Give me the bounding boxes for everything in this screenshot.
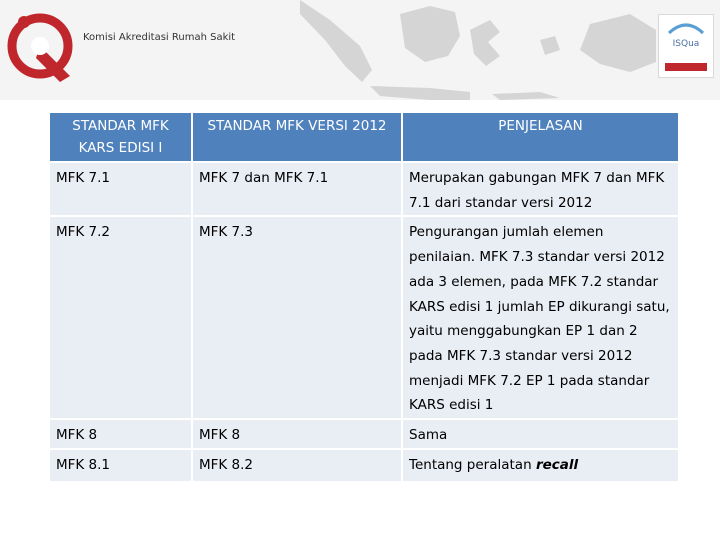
penjelasan-text: Tentang peralatan <box>409 456 536 473</box>
table-row <box>49 216 679 419</box>
column-header-versi-2012: STANDAR MFK VERSI 2012 <box>192 112 402 162</box>
isqua-badge <box>665 63 707 71</box>
isqua-logo-text: ISQua <box>672 39 700 49</box>
cell-kars: MFK 8 <box>49 419 192 449</box>
cell-kars: MFK 8.1 <box>49 449 192 483</box>
isqua-logo-icon <box>658 14 714 78</box>
cell-penjelasan <box>402 449 679 483</box>
cell-penjelasan: Pengurangan jumlah elemen penilaian. MFK 7.3 standar versi 2012 ada 3 elemen, pada MFK 7.2 standar KARS edisi 1 jumlah EP dikurangi satu, yaitu menggabungkan EP 1 dan 2 pada MFK 7.3 standar versi 2012 menjadi MFK 7.2 EP 1 pada standar KARS edisi 1 <box>402 216 679 419</box>
table-row <box>49 449 679 483</box>
cell-versi-2012: MFK 7 dan MFK 7.1 <box>192 162 402 216</box>
table-header-row <box>49 112 679 162</box>
slide-header <box>0 0 720 100</box>
isqua-wave-icon <box>659 15 713 39</box>
kars-logo-icon <box>4 6 78 86</box>
comparison-table-wrapper <box>48 111 680 483</box>
cell-kars: MFK 7.1 <box>49 162 192 216</box>
comparison-table <box>48 111 680 483</box>
table-row <box>49 419 679 449</box>
table-row <box>49 162 679 216</box>
column-header-kars: STANDAR MFK KARS EDISI I <box>49 112 192 162</box>
column-header-penjelasan: PENJELASAN <box>402 112 679 162</box>
cell-penjelasan: Merupakan gabungan MFK 7 dan MFK 7.1 dari standar versi 2012 <box>402 162 679 216</box>
cell-versi-2012: MFK 8 <box>192 419 402 449</box>
cell-versi-2012: MFK 8.2 <box>192 449 402 483</box>
penjelasan-emphasis: recall <box>535 456 579 473</box>
cell-kars: MFK 7.2 <box>49 216 192 419</box>
cell-versi-2012: MFK 7.3 <box>192 216 402 419</box>
indonesia-map-icon <box>0 0 720 100</box>
cell-penjelasan: Sama <box>402 419 679 449</box>
organization-name: Komisi Akreditasi Rumah Sakit <box>83 32 236 43</box>
